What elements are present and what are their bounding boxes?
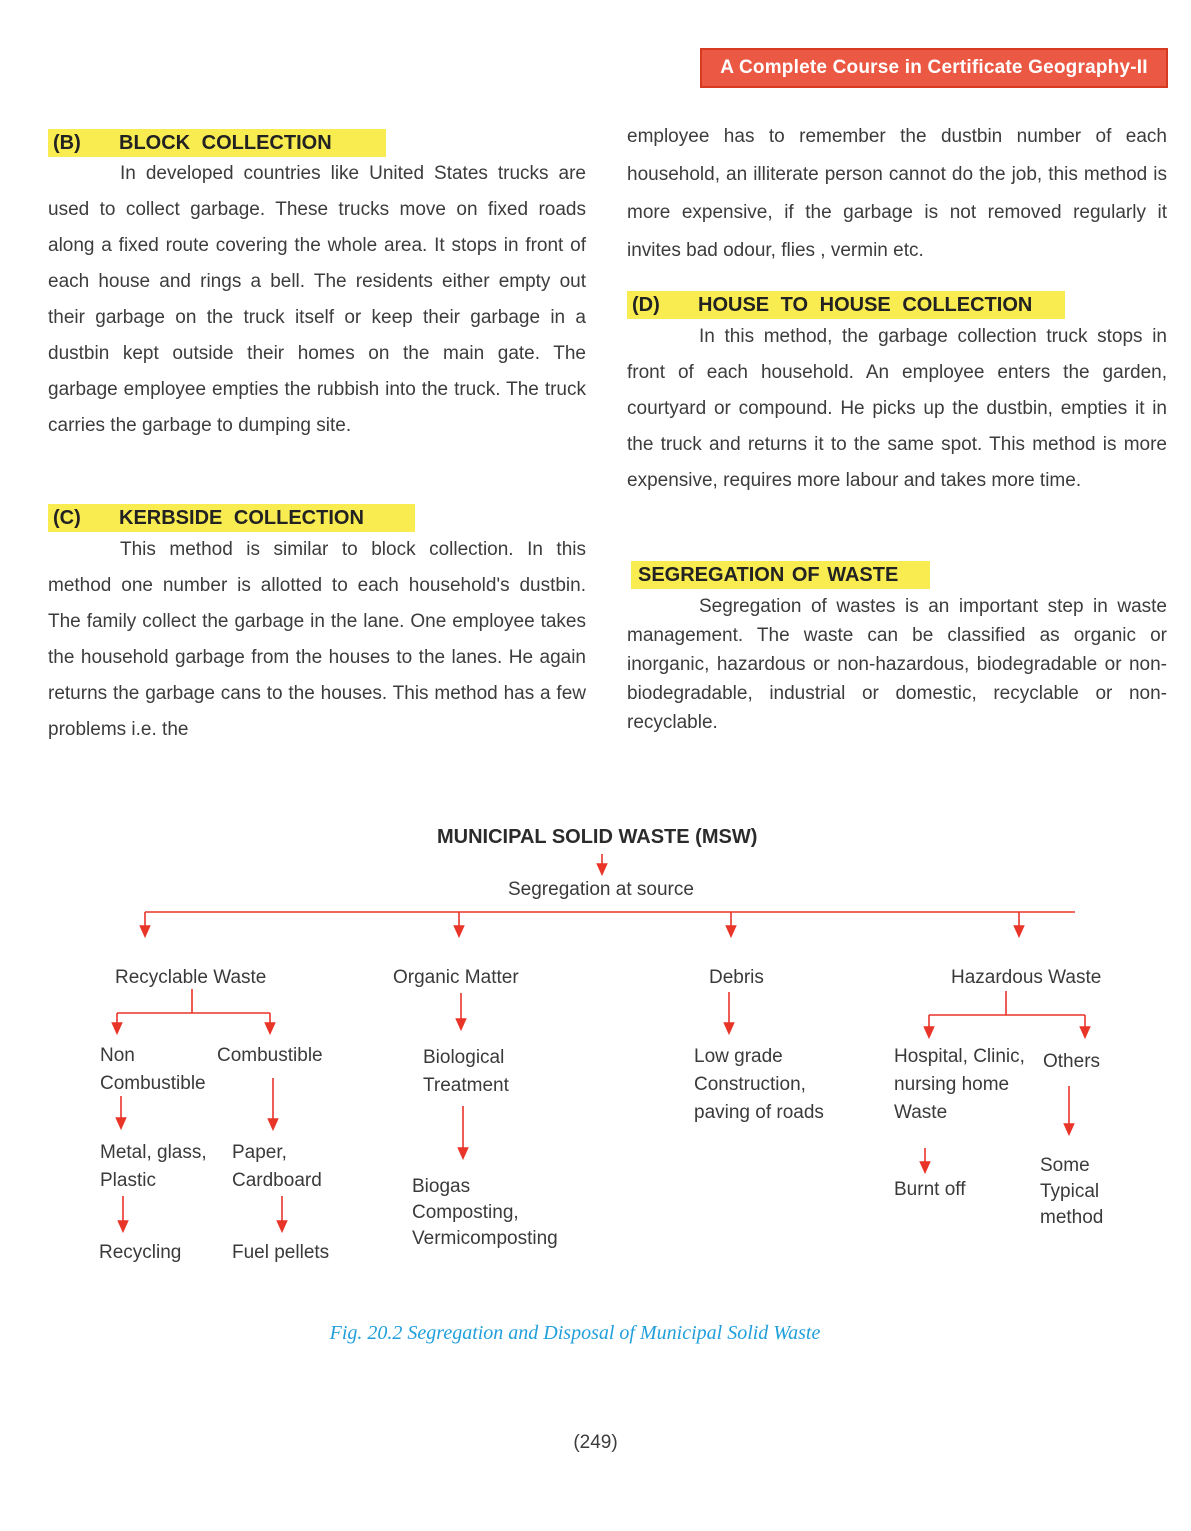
node-others: Others [1043, 1051, 1101, 1072]
section-c-title: KERBSIDE COLLECTION [119, 506, 364, 529]
book-title-banner: A Complete Course in Certificate Geography-II [700, 48, 1168, 88]
section-d-number: (D) [632, 293, 660, 316]
node-combustible: Combustible [217, 1045, 323, 1066]
continued-paragraph: employee has to remember the dustbin number of each household, an illiterate person cannot do the job, this method is more expensive, if the garbage is not removed regularly it invites bad odour, flies , vermin etc. [627, 126, 1167, 261]
section-b-heading [48, 129, 386, 157]
segregation-heading [631, 561, 930, 589]
section-b-paragraph: In developed countries like United States trucks are used to collect garbage. These trucks move on fixed roads along a fixed route covering the whole area. It stops in front of each house and rings a bell. The residents either empty out their garbage on the truck itself or keep their garbage in a dustbin kept outside their homes on the main gate. The garbage employee empties the rubbish into the truck. The truck carries the garbage to dumping site. [48, 163, 586, 436]
node-fuel-pellets: Fuel pellets [232, 1242, 330, 1263]
node-organic-matter: Organic Matter [393, 967, 519, 988]
node-some-typical-method: Some Typical method [1040, 1155, 1104, 1228]
segregation-title: SEGREGATION OF WASTE [638, 563, 899, 586]
node-non-combustible: Non Combustible [100, 1045, 206, 1094]
node-burnt-off: Burnt off [894, 1179, 966, 1200]
section-d-title: HOUSE TO HOUSE COLLECTION [698, 293, 1033, 316]
figure-caption: Fig. 20.2 Segregation and Disposal of Municipal Solid Waste [329, 1322, 821, 1344]
section-b-number: (B) [53, 131, 81, 154]
page-number: (249) [573, 1432, 618, 1453]
section-c-number: (C) [53, 506, 81, 529]
node-hospital-clinic-waste: Hospital, Clinic, nursing home Waste [894, 1046, 1025, 1123]
node-paper-cardboard: Paper, Cardboard [232, 1142, 322, 1191]
section-c-paragraph: This method is similar to block collection. In this method one number is allotted to each household's dustbin. The family collect the garbage in the lane. One employee takes the household garbage from the houses to the lanes. He again returns the garbage cans to the houses. This method has a few problems i.e. the [48, 539, 586, 740]
section-c-heading [48, 504, 415, 532]
section-b-title: BLOCK COLLECTION [119, 131, 332, 154]
node-low-grade-construction: Low grade Construction, paving of roads [694, 1046, 824, 1123]
node-hazardous-waste: Hazardous Waste [951, 967, 1102, 988]
figure-title: MUNICIPAL SOLID WASTE (MSW) [437, 826, 758, 848]
section-d-paragraph: In this method, the garbage collection truck stops in front of each household. An employee enters the garden, courtyard or compound. He picks up the dustbin, empties it in the truck and returns it to the same spot. This method is more expensive, requires more labour and takes more time. [627, 326, 1167, 491]
node-biological-treatment: Biological Treatment [423, 1047, 509, 1096]
node-recyclable-waste: Recyclable Waste [115, 967, 267, 988]
node-debris: Debris [709, 967, 764, 988]
node-metal-glass-plastic: Metal, glass, Plastic [100, 1142, 207, 1191]
node-biogas-composting: Biogas Composting, Vermicomposting [412, 1176, 558, 1249]
figure-source-label: Segregation at source [508, 879, 694, 900]
node-recycling: Recycling [99, 1242, 182, 1263]
segregation-paragraph: Segregation of wastes is an important step in waste management. The waste can be classified as organic or inorganic, hazardous or non-hazardous, biodegradable or non-biodegradable, industrial or domestic, recyclable or non-recyclable. [627, 596, 1167, 733]
section-d-heading [627, 291, 1065, 319]
